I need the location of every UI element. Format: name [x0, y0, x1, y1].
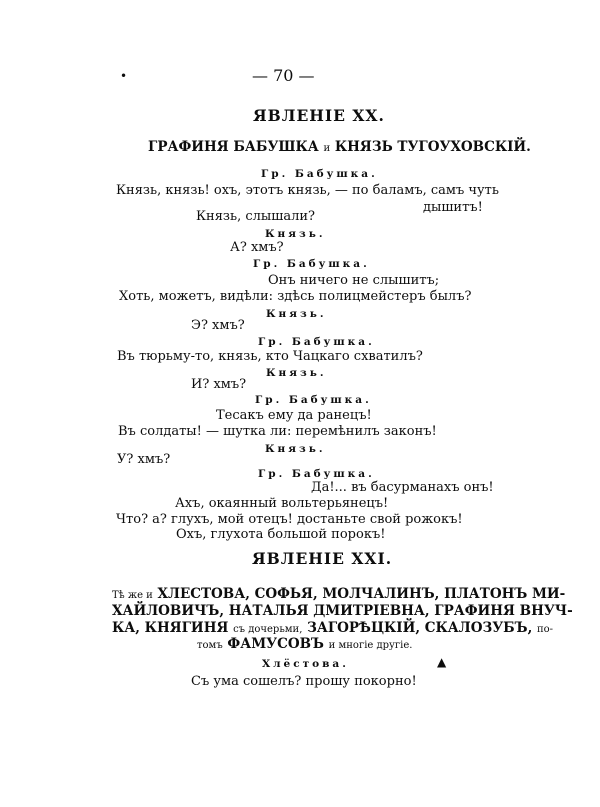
verse-line: Хоть, можетъ, видѣли: здѣсь полицмейстеръ былъ? [119, 289, 472, 304]
verse-line: Что? а? глухъ, мой отецъ! достаньте свой рожокъ! [116, 512, 463, 527]
verse-line: А? хмъ? [230, 240, 284, 255]
scene-cast: ХАЙЛОВИЧЪ, НАТАЛЬЯ ДМИТРIЕВНА, ГРАФИНЯ ВНУЧ- [112, 603, 573, 619]
verse-line: У? хмъ? [117, 452, 171, 467]
verse-line: Э? хмъ? [191, 318, 245, 333]
verse-line: Въ тюрьму-то, князь, кто Чацкаго схватилъ? [117, 349, 423, 364]
verse-line: Съ ума сошелъ? прошу покорно! [191, 674, 417, 689]
ink-speck: ▲ [437, 655, 447, 669]
speaker-name: Князь. [266, 308, 327, 320]
scene-title: ЯВЛЕНIЕ XXI. [252, 549, 393, 568]
verse-line: И? хмъ? [191, 377, 247, 392]
verse-line: Ахъ, окаянный вольтерьянецъ! [175, 496, 389, 511]
verse-line: дышитъ! [423, 200, 483, 215]
verse-line: Да!... въ басурманахъ онъ! [311, 480, 494, 495]
speaker-name: Князь. [265, 228, 326, 240]
scene-title: ЯВЛЕНIЕ XX. [253, 106, 385, 125]
speaker-name: Гр. Бабушка. [255, 394, 372, 406]
verse-line: Охъ, глухота большой порокъ! [176, 527, 386, 542]
page-number: — 70 — [252, 66, 315, 85]
speaker-name: Гр. Бабушка. [258, 336, 375, 348]
speaker-name: Князь. [265, 443, 326, 455]
speaker-name: Хлёстова. [262, 658, 349, 670]
speaker-name: Князь. [266, 367, 327, 379]
speaker-name: Гр. Бабушка. [258, 468, 375, 480]
scene-cast: КА, КНЯГИНЯ съ дочерьми, ЗАГОРѢЦКIЙ, СКАЛОЗУБЪ, по- [112, 620, 554, 636]
speaker-name: Гр. Бабушка. [261, 168, 378, 180]
verse-line: Князь, слышали? [196, 209, 315, 224]
ink-speck: • [120, 69, 128, 83]
verse-line: Князь, князь! охъ, этотъ князь, — по баламъ, самъ чуть [116, 183, 499, 198]
verse-line: Онъ ничего не слышитъ; [268, 273, 440, 288]
scene-cast: Тѣ же и ХЛЕСТОВА, СОФЬЯ, МОЛЧАЛИНЪ, ПЛАТОНЪ МИ- [112, 586, 566, 602]
speaker-name: Гр. Бабушка. [253, 258, 370, 270]
verse-line: Тесакъ ему да ранецъ! [216, 408, 372, 423]
scene-cast: томъ ФАМУСОВЪ и многiе другiе. [197, 636, 413, 652]
verse-line: Въ солдаты! — шутка ли: перемѣнилъ законъ! [118, 424, 437, 439]
scene-cast: ГРАФИНЯ БАБУШКА и КНЯЗЬ ТУГОУХОВСКIЙ. [148, 139, 531, 155]
